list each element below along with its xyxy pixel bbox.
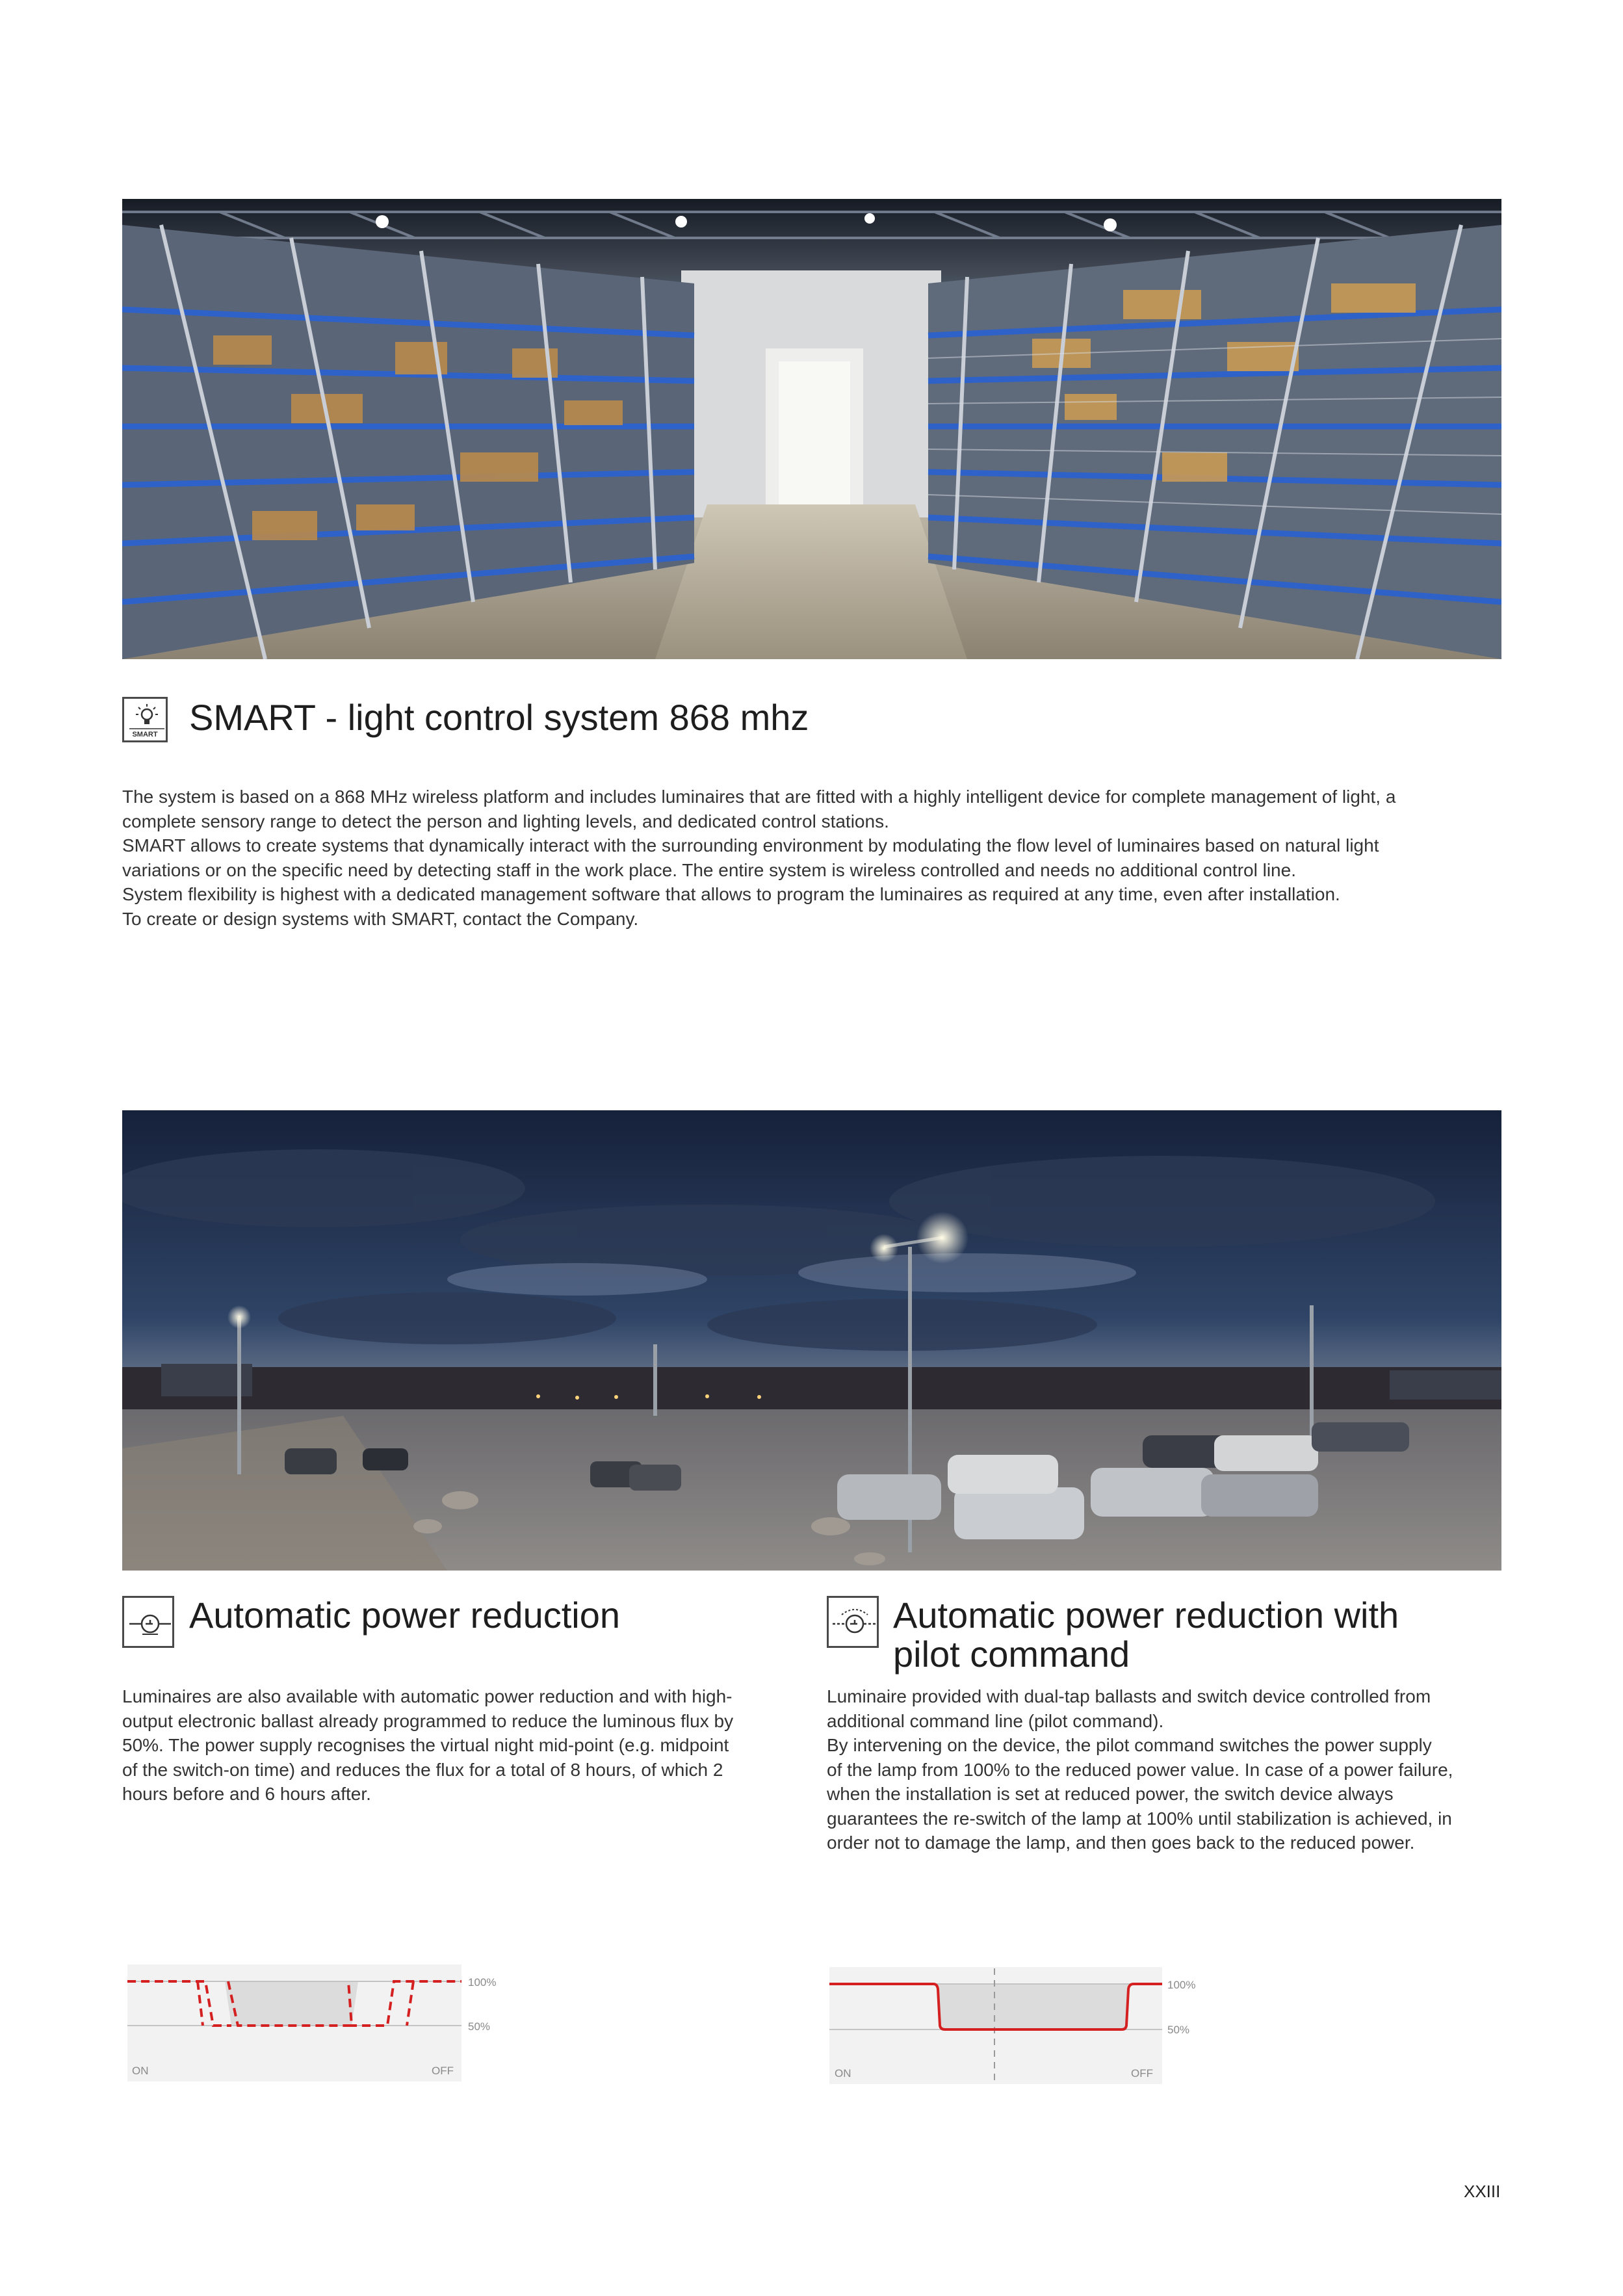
pilot-command-diagram-off: OFF bbox=[1131, 2067, 1153, 2080]
power-reduction-line-2: output electronic ballast already programmed to reduce the luminous flux by bbox=[122, 1710, 734, 1731]
smart-line-6: To create or design systems with SMART, contact the Company. bbox=[122, 908, 639, 929]
smart-icon bbox=[122, 697, 168, 742]
pilot-command-line-1: Luminaire provided with dual-tap ballasts and switch device controlled from bbox=[827, 1686, 1431, 1706]
warehouse-photo bbox=[122, 199, 1501, 659]
smart-line-5: System flexibility is highest with a dedicated management software that allows to program the luminaires as required at any time, even after installation. bbox=[122, 884, 1340, 904]
power-reduction-line-5: hours before and 6 hours after. bbox=[122, 1784, 371, 1804]
page-number: XXIII bbox=[1464, 2182, 1501, 2201]
pilot-command-title-line-1: Automatic power reduction with bbox=[893, 1595, 1399, 1636]
power-reduction-icon bbox=[122, 1596, 174, 1648]
pilot-command-diagram-100: 100% bbox=[1167, 1979, 1196, 1991]
smart-line-3: SMART allows to create systems that dynamically interact with the surrounding environment by modulating the flow level of luminaires based on natural light bbox=[122, 835, 1379, 855]
pilot-command-diagram bbox=[829, 1967, 1162, 2084]
smart-line-1: The system is based on a 868 MHz wireless platform and includes luminaires that are fitted with a highly intelligent device for complete management of light, a bbox=[122, 787, 1396, 807]
smart-line-2: complete sensory range to detect the person and lighting levels, and dedicated control stations. bbox=[122, 811, 889, 831]
parking-lot-photo bbox=[122, 1110, 1501, 1571]
pilot-command-line-6: guarantees the re-switch of the lamp at 100% until stabilization is achieved, in bbox=[827, 1808, 1452, 1829]
pilot-command-line-4: of the lamp from 100% to the reduced power value. In case of a power failure, bbox=[827, 1759, 1453, 1780]
pilot-command-line-5: when the installation is set at reduced power, the switch device always bbox=[827, 1784, 1394, 1804]
power-reduction-diagram-50: 50% bbox=[468, 2020, 491, 2033]
pilot-command-diagram-on: ON bbox=[835, 2067, 851, 2080]
pilot-command-line-2: additional command line (pilot command). bbox=[827, 1710, 1164, 1731]
power-reduction-line-4: of the switch-on time) and reduces the flux for a total of 8 hours, of which 2 bbox=[122, 1759, 723, 1780]
power-reduction-line-3: 50%. The power supply recognises the virtual night mid-point (e.g. midpoint bbox=[122, 1735, 729, 1755]
power-reduction-diagram bbox=[127, 1964, 461, 2081]
power-reduction-line-1: Luminaires are also available with automatic power reduction and with high- bbox=[122, 1686, 733, 1706]
pilot-command-diagram-50: 50% bbox=[1167, 2024, 1190, 2036]
pilot-command-icon bbox=[827, 1596, 879, 1648]
power-reduction-body bbox=[122, 1684, 733, 1807]
pilot-command-body bbox=[827, 1684, 1453, 1855]
pilot-command-line-7: order not to damage the lamp, and then goes back to the reduced power. bbox=[827, 1833, 1415, 1853]
smart-title: SMART - light control system 868 mhz bbox=[189, 697, 809, 738]
smart-line-4: variations or on the specific need by detecting staff in the work place. The entire system is wireless controlled and needs no additional control line. bbox=[122, 859, 1296, 880]
pilot-command-title-line-2: pilot command bbox=[893, 1634, 1130, 1675]
smart-icon-label: SMART bbox=[132, 731, 158, 738]
pilot-command-line-3: By intervening on the device, the pilot command switches the power supply bbox=[827, 1735, 1432, 1755]
power-reduction-title: Automatic power reduction bbox=[189, 1595, 621, 1636]
power-reduction-diagram-100: 100% bbox=[468, 1976, 497, 1989]
power-reduction-diagram-off: OFF bbox=[432, 2065, 454, 2077]
power-reduction-diagram-on: ON bbox=[132, 2065, 149, 2077]
smart-body bbox=[122, 785, 1396, 931]
